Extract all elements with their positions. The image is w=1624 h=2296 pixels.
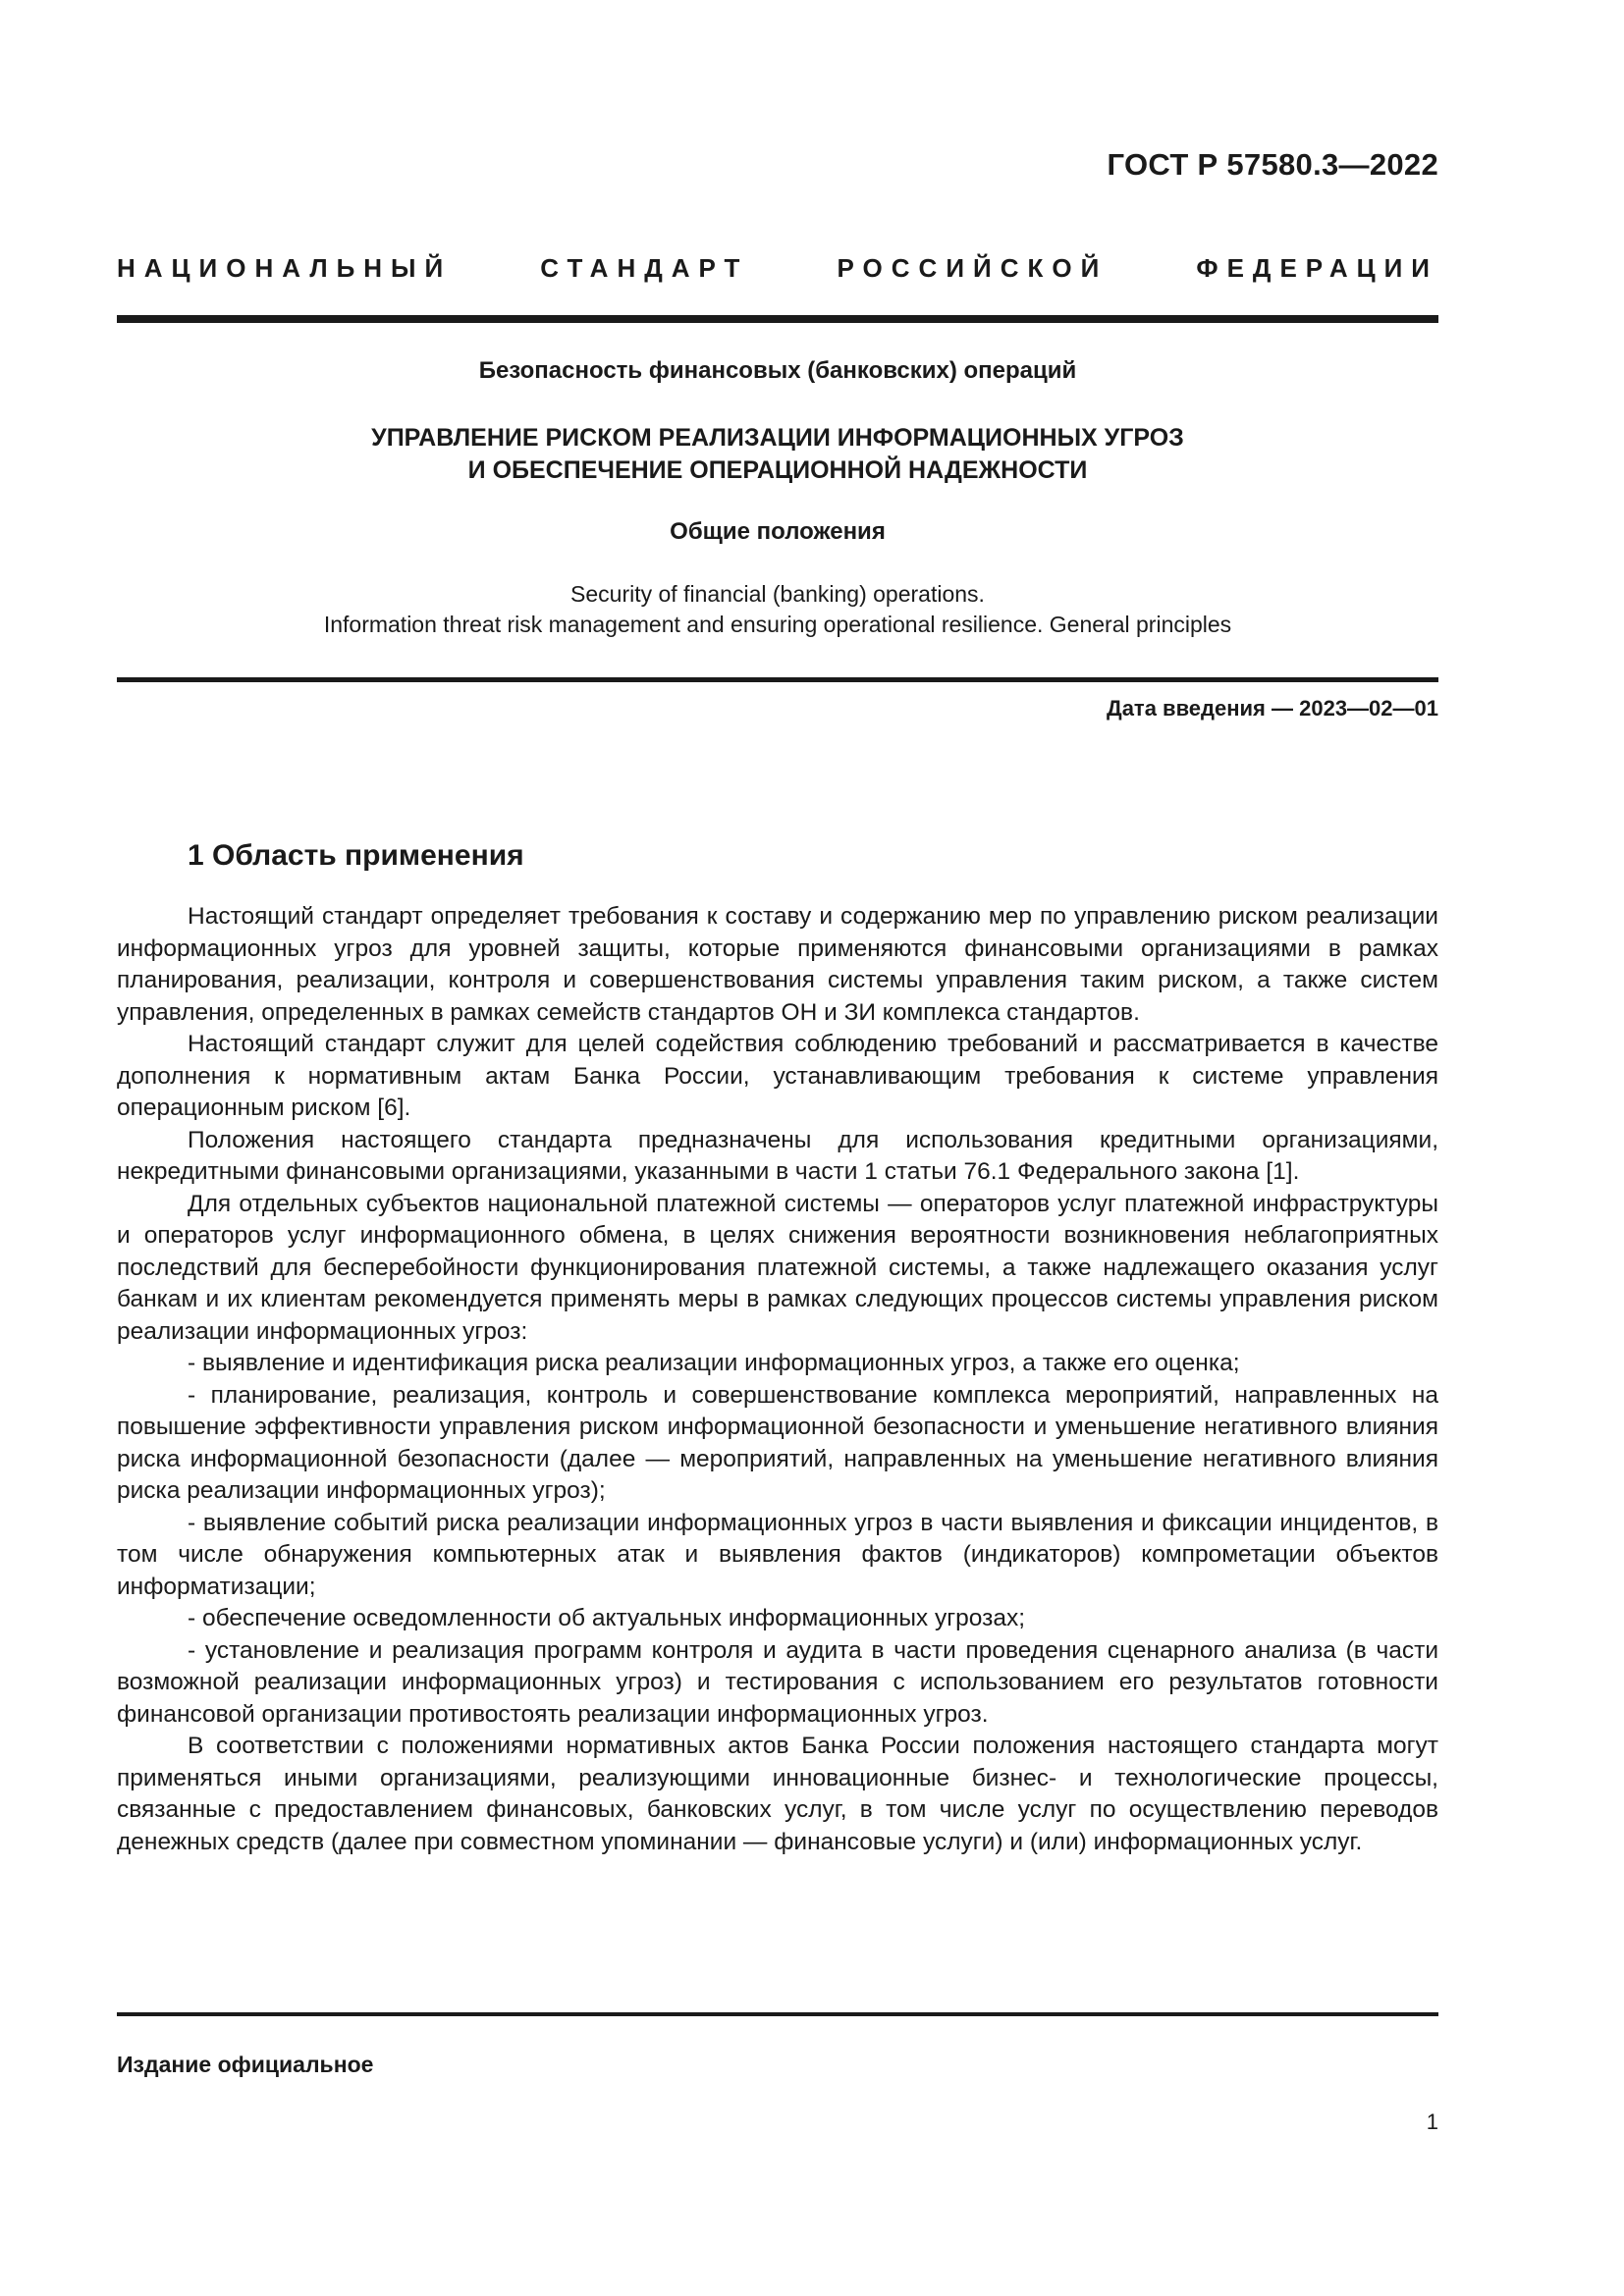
document-subtitle: Общие положения xyxy=(670,518,886,545)
document-code: ГОСТ Р 57580.3—2022 xyxy=(1107,147,1438,182)
section-heading: 1 Область применения xyxy=(188,839,524,872)
edition-label: Издание официальное xyxy=(117,2052,374,2077)
list-item: - установление и реализация программ контроля и аудита в части проведения сценарного анализа (в части возможной реализации информационных угроз) и тестирования с использованием его результатов готовности финансовой организации противостоять реализации информационных угроз. xyxy=(117,1636,1438,1728)
title-rule xyxy=(117,677,1438,682)
section-body xyxy=(117,901,1438,1858)
english-line-1: Security of financial (banking) operations. xyxy=(570,581,985,607)
paragraph: Настоящий стандарт определяет требования к составу и содержанию мер по управлению риском реализации информационных угроз для уровней защиты, которые применяются финансовыми организациями в рамках планирования, реализации, контроля и совершенствования системы управления таким риском, а также систем управления, определенных в рамках семейств стандартов ОН и ЗИ комплекса стандартов. xyxy=(117,903,1438,1026)
paragraph: Для отдельных субъектов национальной платежной системы — операторов услуг платежной инфраструктуры и операторов услуг информационного обмена, в целях снижения вероятности возникновения неблагоприятных последствий для бесперебойности функционирования платежной системы, а также надлежащего оказания услуг банкам и их клиентам рекомендуется применять меры в рамках следующих процессов системы управления риском реализации информационных угроз: xyxy=(117,1190,1438,1345)
footer-rule xyxy=(117,2012,1438,2016)
national-standard-banner: НАЦИОНАЛЬНЫЙ СТАНДАРТ РОССИЙСКОЙ ФЕДЕРАЦИИ xyxy=(117,253,1438,283)
list-item: - планирование, реализация, контроль и совершенствование комплекса мероприятий, направленных на повышение эффективности управления риском информационной безопасности и уменьшение негативного влияния риска информационной безопасности (далее — мероприятий, направленных на уменьшение негативного влияния риска реализации информационных угроз); xyxy=(117,1381,1438,1504)
document-page xyxy=(117,0,1438,2296)
paragraph: Настоящий стандарт служит для целей содействия соблюдению требований и рассматривается в качестве дополнения к нормативным актам Банка России, устанавливающим требования к системе управления операционным риском [6]. xyxy=(117,1031,1438,1121)
paragraph: В соответствии с положениями нормативных актов Банка России положения настоящего стандарта могут применяться иными организациями, реализующими инновационные бизнес- и технологические процессы, связанные с предоставлением финансовых, банковских услуг, в том числе услуг по осуществлению переводов денежных средств (далее при совместном упоминании — финансовые услуги) и (или) информационных услуг. xyxy=(117,1733,1438,1855)
list-item: - выявление и идентификация риска реализации информационных угроз, а также его оценка; xyxy=(188,1350,1240,1376)
english-line-2: Information threat risk management and ensuring operational resilience. General principles xyxy=(323,612,1232,637)
document-title xyxy=(117,422,1438,487)
header-rule xyxy=(117,315,1438,323)
title-line-2: И ОБЕСПЕЧЕНИЕ ОПЕРАЦИОННОЙ НАДЕЖНОСТИ xyxy=(467,456,1088,484)
page-number: 1 xyxy=(1426,2109,1438,2134)
title-line-1: УПРАВЛЕНИЕ РИСКОМ РЕАЛИЗАЦИИ ИНФОРМАЦИОННЫХ УГРОЗ xyxy=(371,424,1184,452)
paragraph: Положения настоящего стандарта предназначены для использования кредитными организациями, некредитными финансовыми организациями, указанными в части 1 статьи 76.1 Федерального закона [1]. xyxy=(117,1126,1438,1185)
list-item: - выявление событий риска реализации информационных угроз в части выявления и фиксации инцидентов, в том числе обнаружения компьютерных атак и выявления фактов (индикаторов) компрометации объектов информатизации; xyxy=(117,1509,1438,1600)
list-item: - обеспечение осведомленности об актуальных информационных угрозах; xyxy=(188,1605,1026,1631)
document-subject: Безопасность финансовых (банковских) операций xyxy=(478,357,1077,384)
english-title xyxy=(117,579,1438,640)
introduction-date: Дата введения — 2023—02—01 xyxy=(1107,696,1438,721)
